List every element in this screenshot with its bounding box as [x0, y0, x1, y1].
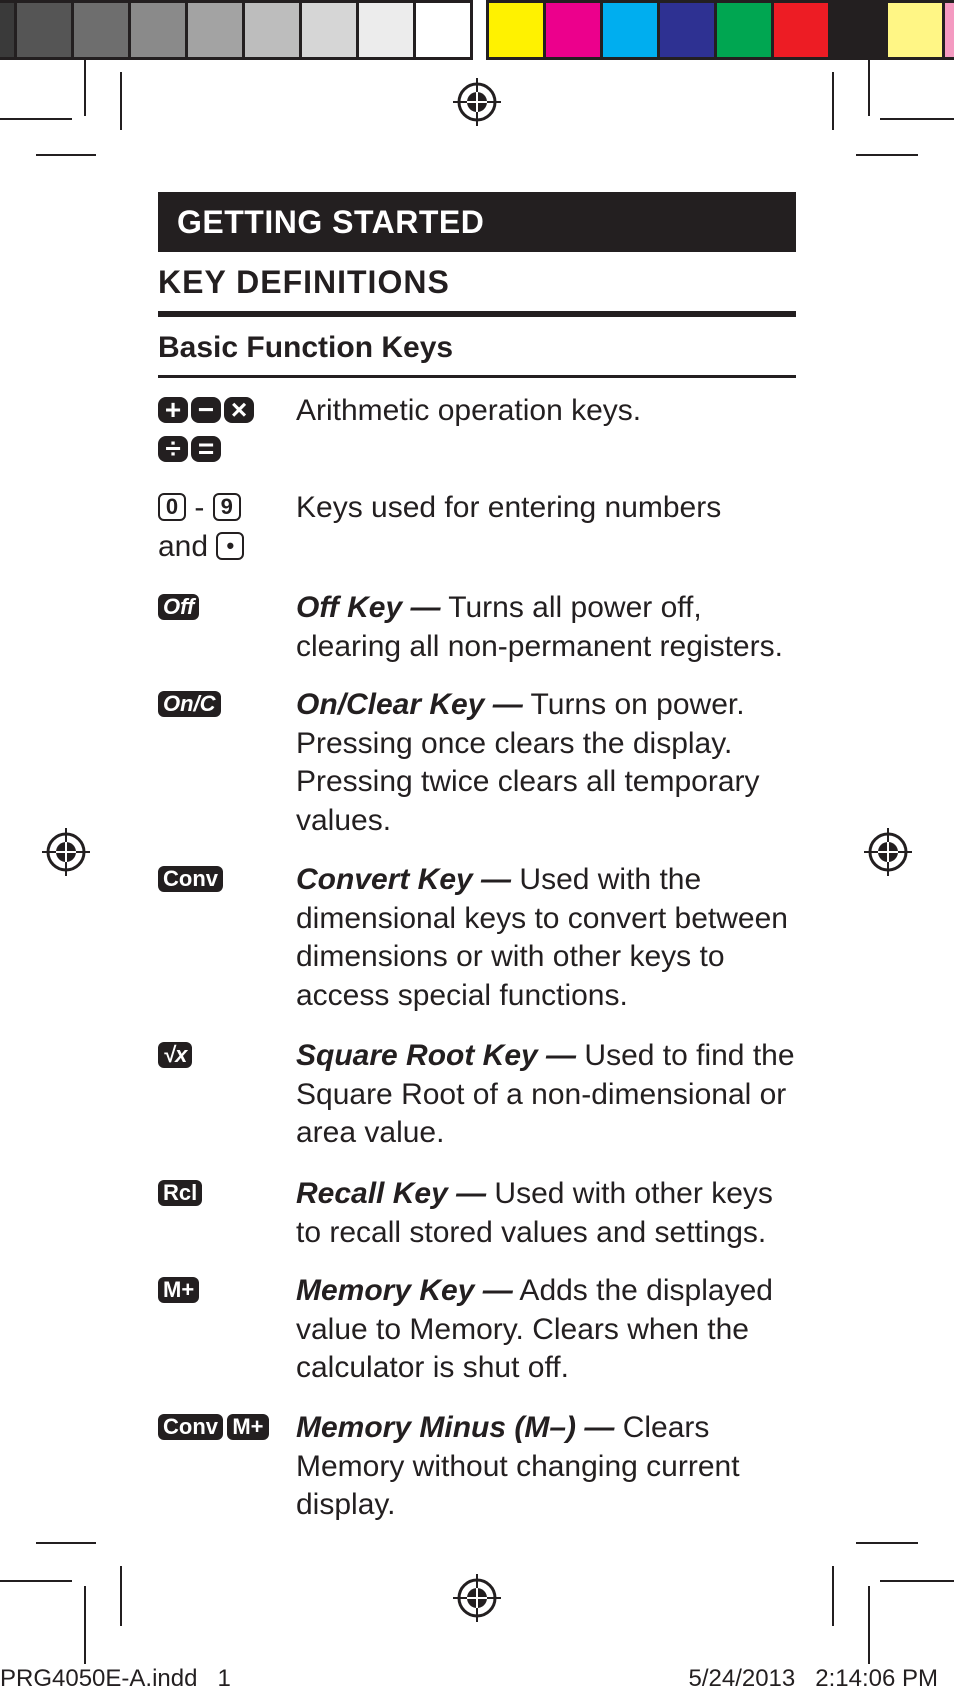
m-plus-key-icon: M+: [227, 1414, 268, 1440]
definition-row-arithmetic: [158, 392, 796, 489]
definition-text: [296, 861, 796, 1037]
m-plus-key-icon: M+: [158, 1277, 199, 1303]
gray-swatch: [74, 0, 131, 60]
timestamp-slug: 5/24/2013 2:14:06 PM: [688, 1665, 938, 1692]
crop-mark: [868, 60, 870, 116]
gray-swatch: [359, 0, 416, 60]
definition-term: Memory Key —: [296, 1274, 513, 1307]
gray-swatch: [188, 0, 245, 60]
decimal-point-key-icon: •: [216, 532, 244, 560]
process-color-swatch: [774, 0, 831, 60]
range-separator: -: [194, 491, 205, 524]
process-color-swatch: [888, 0, 945, 60]
process-color-swatch: [486, 0, 546, 60]
definition-term: Convert Key —: [296, 863, 512, 896]
process-color-swatch: [831, 0, 888, 60]
definition-desc: Adds the displayed value to Memory. Clears when the calculator is shut off.: [296, 1274, 773, 1384]
crop-mark: [84, 60, 86, 116]
definition-text: [296, 686, 796, 861]
process-color-swatch: [660, 0, 717, 60]
zero-key-icon: 0: [158, 493, 186, 521]
definition-term: Square Root Key —: [296, 1039, 577, 1072]
definition-text: [296, 1037, 796, 1175]
definition-text: [296, 1409, 796, 1539]
definition-term: On/Clear Key —: [296, 688, 523, 721]
registration-mark-icon: [453, 1574, 501, 1622]
crop-mark: [868, 1586, 870, 1664]
file-slug: PRG4050E-A.indd 1: [0, 1665, 231, 1692]
multiply-key-icon: ×: [224, 397, 254, 423]
gray-swatch: [302, 0, 359, 60]
section-title: GETTING STARTED: [158, 192, 796, 252]
process-color-swatch: [546, 0, 603, 60]
definition-desc: Turns on power. Pressing once clears the display. Pressing twice clears all temporary values.: [296, 688, 760, 837]
definition-text: [296, 489, 796, 589]
definition-term: Recall Key —: [296, 1177, 487, 1210]
minus-key-icon: −: [191, 397, 221, 423]
definition-desc: Turns all power off, clearing all non-permanent registers.: [296, 591, 783, 663]
process-color-swatch: [603, 0, 660, 60]
crop-mark: [832, 72, 834, 130]
crop-mark: [120, 72, 122, 130]
process-color-bar: [486, 0, 954, 60]
crop-mark: [36, 154, 96, 156]
on-clear-key-icon: On/C: [158, 691, 221, 717]
definition-row-convert: [158, 861, 796, 1037]
crop-mark: [0, 118, 72, 120]
key-definition-list: [158, 392, 796, 1539]
square-root-key-icon: √x: [158, 1042, 192, 1068]
crop-mark: [120, 1566, 122, 1626]
definition-desc: Keys used for entering numbers: [296, 491, 722, 524]
crop-mark: [880, 1580, 954, 1582]
arithmetic-keys: [158, 392, 296, 489]
definition-text: [296, 589, 796, 686]
definition-row-recall: [158, 1175, 796, 1272]
registration-mark-icon: [42, 828, 90, 876]
gray-swatch: [131, 0, 188, 60]
crop-mark: [856, 154, 918, 156]
manual-page: [158, 192, 796, 1539]
definition-desc: Clears Memory without changing current display.: [296, 1411, 740, 1521]
definition-text: [296, 392, 796, 489]
plus-key-icon: +: [158, 397, 188, 423]
definition-text: [296, 1272, 796, 1409]
conv-key-icon: Conv: [158, 866, 223, 892]
conv-key-icon: Conv: [158, 1414, 223, 1440]
gray-swatch: [416, 0, 473, 60]
crop-mark: [84, 1586, 86, 1664]
gray-swatch: [245, 0, 302, 60]
definition-text: [296, 1175, 796, 1272]
grayscale-color-bar: [0, 0, 473, 60]
subheading: Basic Function Keys: [158, 331, 796, 378]
definition-row-on-clear: [158, 686, 796, 861]
and-label: and: [158, 529, 209, 563]
definition-desc: Arithmetic operation keys.: [296, 394, 642, 427]
definition-row-memory: [158, 1272, 796, 1409]
crop-mark: [880, 118, 954, 120]
definition-row-numbers: [158, 489, 796, 589]
crop-mark: [832, 1566, 834, 1626]
number-keys: [158, 489, 296, 589]
definition-row-memory-minus: [158, 1409, 796, 1539]
rcl-key-icon: Rcl: [158, 1180, 202, 1206]
process-color-swatch: [717, 0, 774, 60]
definition-desc: Used with other keys to recall stored values and settings.: [296, 1177, 773, 1249]
crop-mark: [36, 1542, 96, 1544]
crop-mark: [856, 1542, 918, 1544]
definition-desc: Used to find the Square Root of a non-dimensional or area value.: [296, 1039, 795, 1149]
equals-key-icon: =: [191, 436, 221, 462]
registration-mark-icon: [864, 828, 912, 876]
registration-mark-icon: [453, 78, 501, 126]
nine-key-icon: 9: [213, 493, 241, 521]
page-heading: KEY DEFINITIONS: [158, 264, 796, 317]
definition-row-off: [158, 589, 796, 686]
definition-row-square-root: [158, 1037, 796, 1175]
divide-key-icon: ÷: [158, 436, 188, 462]
off-key-icon: Off: [158, 594, 199, 620]
definition-term: Off Key —: [296, 591, 441, 624]
definition-desc: Used with the dimensional keys to convert between dimensions or with other keys to access special functions.: [296, 863, 788, 1012]
definition-term: Memory Minus (M–) —: [296, 1411, 615, 1444]
process-color-swatch: [945, 0, 954, 60]
crop-mark: [0, 1580, 72, 1582]
gray-swatch: [17, 0, 74, 60]
gray-swatch: [0, 0, 17, 60]
